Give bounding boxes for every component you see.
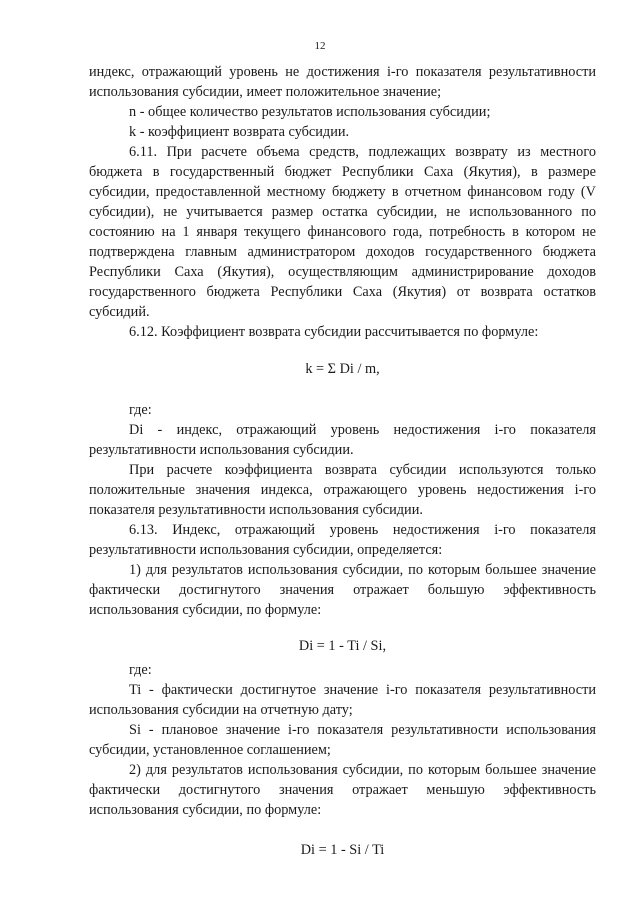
paragraph: Ti - фактически достигнутое значение i-го показателя результативности использования субсидии на отчетную дату;: [89, 682, 596, 718]
formula: k = Σ Di / m,: [305, 361, 380, 377]
paragraph: Si - плановое значение i-го показателя результативности использования субсидии, установленное соглашением;: [89, 722, 596, 758]
document-body: [89, 62, 596, 860]
paragraph: 6.12. Коэффициент возврата субсидии рассчитывается по формуле:: [129, 324, 539, 340]
paragraph: 2) для результатов использования субсидии, по которым большее значение фактически достигнутого значения отражает меньшую эффективность использования субсидии, по формуле:: [89, 762, 596, 818]
formula-legend-label: где:: [129, 662, 152, 678]
paragraph: 6.11. При расчете объема средств, подлежащих возврату из местного бюджета в государственный бюджет Республики Саха (Якутия), в размере субсидии, предоставленной местному бюджету в отчетном финансовом году (V субсидии), не учитывается размер остатка субсидии, не использованного по состоянию на 1 января текущего финансового года, потребность в котором не подтверждена главным администратором доходов государственного бюджета Республики Саха (Якутия), осуществляющим администрирование доходов государственного бюджета Республики Саха (Якутия) от возврата остатков субсидий.: [89, 144, 596, 320]
page-number: 12: [314, 40, 326, 52]
paragraph-continuation: индекс, отражающий уровень не достижения i-го показателя результативности использования субсидии, имеет положительное значение;: [89, 64, 596, 100]
paragraph: При расчете коэффициента возврата субсидии используются только положительные значения индекса, отражающего уровень недостижения i-го показателя результативности использования субсидии.: [89, 462, 596, 518]
paragraph: 1) для результатов использования субсидии, по которым большее значение фактически достигнутого значения отражает большую эффективность использования субсидии, по формуле:: [89, 562, 596, 618]
paragraph: k - коэффициент возврата субсидии.: [129, 124, 350, 140]
formula-legend-label: где:: [129, 402, 152, 418]
formula: Di = 1 - Ti / Si,: [298, 638, 387, 654]
paragraph: Di - индекс, отражающий уровень недостижения i-го показателя результативности использования субсидии.: [89, 422, 596, 458]
paragraph: 6.13. Индекс, отражающий уровень недостижения i-го показателя результативности использования субсидии, определяется:: [89, 522, 596, 558]
paragraph: n - общее количество результатов использования субсидии;: [129, 104, 491, 120]
formula: Di = 1 - Si / Ti: [300, 842, 385, 858]
